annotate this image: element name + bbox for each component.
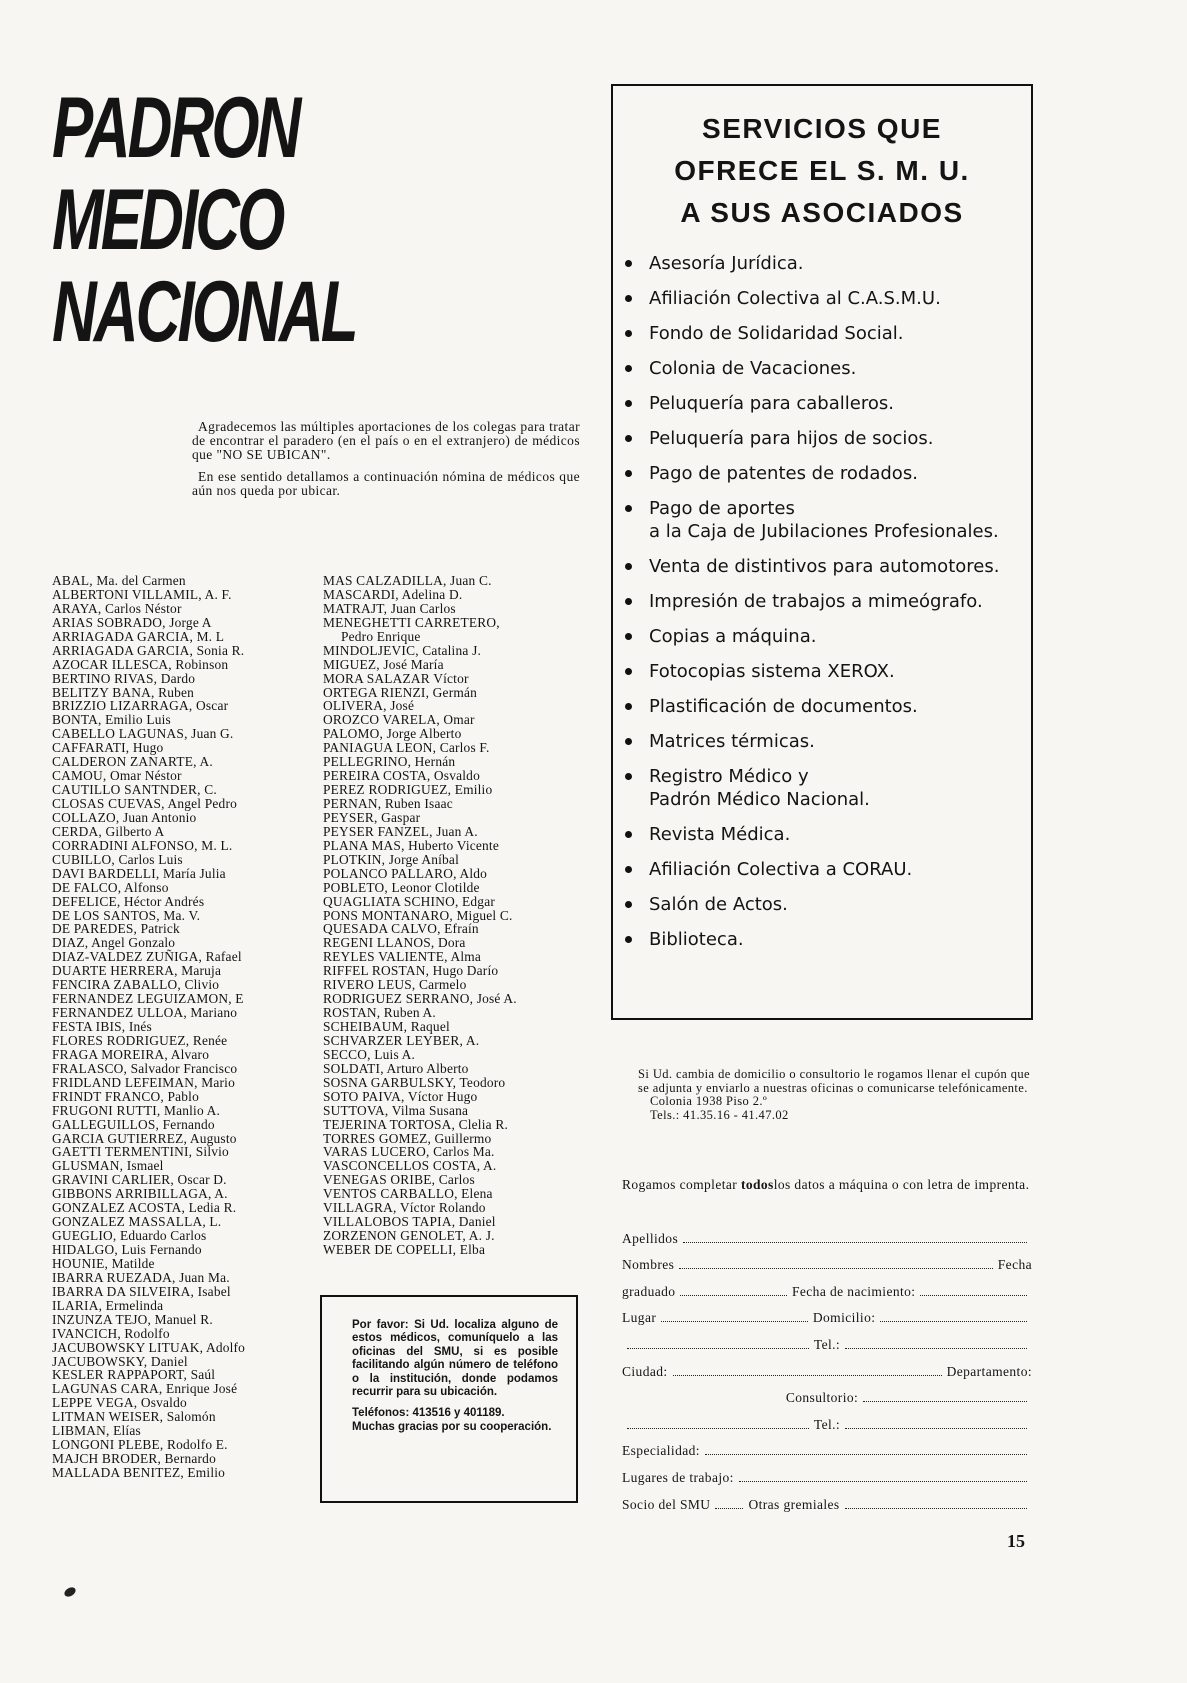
doctor-name-entry: SOLDATI, Arturo Alberto <box>323 1060 469 1076</box>
doctor-name-entry: FRAGA MOREIRA, Alvaro <box>52 1046 210 1062</box>
doctor-name-entry: DUARTE HERRERA, Maruja <box>52 963 222 979</box>
doctor-name-entry: LIBMAN, Elías <box>52 1423 141 1439</box>
intro-paragraph-1: Agradecemos las múltiples aportaciones de los colegas para tratar de encontrar el paradero (en el país o en el extranjero) de médicos que "NO SE UBICAN". <box>192 419 580 462</box>
bullet-icon <box>625 505 632 512</box>
service-item-label: Peluquería para caballeros. <box>649 393 894 414</box>
fecha-nacimiento-field[interactable] <box>920 1295 1027 1296</box>
doctor-name-entry: GUEGLIO, Eduardo Carlos <box>52 1228 207 1244</box>
doctor-name-entry: PALOMO, Jorge Alberto <box>323 726 462 742</box>
bullet-icon <box>625 563 632 570</box>
doctor-name-entry: RODRIGUEZ SERRANO, José A. <box>323 991 517 1007</box>
doctor-name-entry: REYLES VALIENTE, Alma <box>323 949 482 965</box>
ink-mark <box>63 1586 77 1599</box>
service-item-label: Plastificación de documentos. <box>649 696 918 717</box>
label-otras-gremiales: Otras gremiales <box>748 1496 840 1512</box>
doctor-name-entry: ILARIA, Ermelinda <box>52 1297 164 1313</box>
doctor-name-entry: GONZALEZ MASSALLA, L. <box>52 1214 222 1230</box>
doctor-name-entry: ARIAS SOBRADO, Jorge A <box>52 614 212 630</box>
doctor-name-entry: POBLETO, Leonor Clotilde <box>323 879 480 895</box>
names-column-1 <box>52 574 310 1480</box>
doctor-name-entry: ARRIAGADA GARCIA, Sonia R. <box>52 642 245 658</box>
title-line-2: MEDICO <box>52 172 283 268</box>
service-item <box>621 357 1031 380</box>
form-row-especialidad <box>622 1433 1032 1460</box>
doctor-name-entry: MASCARDI, Adelina D. <box>323 586 463 602</box>
bullet-icon <box>625 901 632 908</box>
label-especialidad: Especialidad: <box>622 1443 700 1459</box>
fecha-graduado-field[interactable] <box>680 1295 787 1296</box>
doctor-name-entry: VASCONCELLOS COSTA, A. <box>323 1158 497 1174</box>
doctor-name-entry: VILLAGRA, Víctor Rolando <box>323 1200 486 1216</box>
doctor-name-entry: SOSNA GARBULSKY, Teodoro <box>323 1074 506 1090</box>
doctor-name-entry: MIGUEZ, José María <box>323 656 444 672</box>
doctor-name-entry: IVANCICH, Rodolfo <box>52 1325 170 1341</box>
form-row-socio <box>622 1486 1032 1513</box>
bullet-icon <box>625 295 632 302</box>
doctor-name-entry: MORA SALAZAR Víctor <box>323 670 469 686</box>
service-item-label: Matrices térmicas. <box>649 731 815 752</box>
bullet-icon <box>625 831 632 838</box>
bullet-icon <box>625 400 632 407</box>
domicilio-field-2[interactable] <box>627 1348 809 1349</box>
title-line-3: NACIONAL <box>52 264 356 360</box>
doctor-name-entry: DIAZ, Angel Gonzalo <box>52 935 176 951</box>
doctor-name-entry: BRIZZIO LIZARRAGA, Oscar <box>52 698 229 714</box>
doctor-name-entry: MENEGHETTI CARRETERO, <box>323 614 500 630</box>
bullet-icon <box>625 633 632 640</box>
office-address: Colonia 1938 Piso 2.º <box>650 1094 768 1108</box>
doctor-name-entry: FRUGONI RUTTI, Manlio A. <box>52 1102 221 1118</box>
doctor-name-entry: FLORES RODRIGUEZ, Renée <box>52 1032 228 1048</box>
doctor-name-entry: WEBER DE COPELLI, Elba <box>323 1242 486 1257</box>
bullet-icon <box>625 936 632 943</box>
doctor-name-entry: TORRES GOMEZ, Guillermo <box>323 1130 492 1146</box>
bullet-icon <box>625 470 632 477</box>
doctor-name-entry: CUBILLO, Carlos Luis <box>52 851 183 867</box>
bullet-icon <box>625 260 632 267</box>
doctor-name-entry: CORRADINI ALFONSO, M. L. <box>52 837 233 853</box>
doctor-name-entry: LAGUNAS CARA, Enrique José <box>52 1381 238 1397</box>
tel-field-1[interactable] <box>845 1348 1027 1349</box>
form-row-lugar <box>622 1300 1032 1327</box>
doctor-name-entry: AZOCAR ILLESCA, Robinson <box>52 656 229 672</box>
service-item-label: Colonia de Vacaciones. <box>649 358 857 379</box>
service-item-label: Afiliación Colectiva al C.A.S.M.U. <box>649 288 941 309</box>
change-text: Si Ud. cambia de domicilio o consultorio le rogamos llenar el cupón que se adjunta y enviarlo a nuestras oficinas o comunicarse telefónicamente. <box>638 1067 1030 1095</box>
label-ciudad: Ciudad: <box>622 1363 668 1379</box>
doctor-name-entry: FRINDT FRANCO, Pablo <box>52 1088 199 1104</box>
service-item-label: Pago de aportes a la Caja de Jubilaciones Profesionales. <box>649 498 999 542</box>
doctor-name-entry: PEYSER, Gaspar <box>323 809 421 825</box>
doctor-name-entry: JACUBOWSKY LITUAK, Adolfo <box>52 1339 246 1355</box>
doctor-name-entry: ROSTAN, Ruben A. <box>323 1005 436 1021</box>
doctor-name-entry: INZUNZA TEJO, Manuel R. <box>52 1311 213 1327</box>
service-item-label: Impresión de trabajos a mimeógrafo. <box>649 591 983 612</box>
doctor-name-entry: PEYSER FANZEL, Juan A. <box>323 823 478 839</box>
title-line-1: PADRON <box>52 80 299 176</box>
doctor-name-entry: QUESADA CALVO, Efraín <box>323 921 479 937</box>
doctor-name-entry: GIBBONS ARRIBILLAGA, A. <box>52 1186 228 1202</box>
doctor-name-entry: FERNANDEZ ULLOA, Mariano <box>52 1005 238 1021</box>
doctor-name-entry: GRAVINI CARLIER, Oscar D. <box>52 1172 227 1188</box>
update-coupon-form <box>622 1220 1032 1513</box>
instructions-post: los datos a máquina o con letra de imprenta. <box>773 1177 1030 1192</box>
doctor-name-entry: SUTTOVA, Vilma Susana <box>323 1102 469 1118</box>
doctor-name-entry: QUAGLIATA SCHINO, Edgar <box>323 893 496 909</box>
service-item-label: Asesoría Jurídica. <box>649 253 804 274</box>
apellidos-field[interactable] <box>683 1242 1027 1243</box>
doctor-name-entry: HOUNIE, Matilde <box>52 1255 155 1271</box>
doctor-name-entry: VARAS LUCERO, Carlos Ma. <box>323 1144 495 1160</box>
doctor-name-entry: GAETTI TERMENTINI, Silvio <box>52 1144 229 1160</box>
label-nombres: Nombres <box>622 1257 675 1273</box>
doctor-name-entry: ARAYA, Carlos Néstor <box>52 600 182 616</box>
doctor-name-entry: ZORZENON GENOLET, A. J. <box>323 1228 495 1244</box>
change-address-notice <box>638 1068 1030 1122</box>
doctor-name-entry: BONTA, Emilio Luis <box>52 712 171 728</box>
domicilio-field[interactable] <box>880 1321 1027 1322</box>
service-item-label: Revista Médica. <box>649 824 791 845</box>
doctor-name-entry: PEREZ RODRIGUEZ, Emilio <box>323 782 493 798</box>
doctor-name-entry: OLIVERA, José <box>323 698 415 714</box>
services-heading-line-2: OFRECE EL S. M. U. <box>674 155 970 186</box>
lugar-field[interactable] <box>661 1321 808 1322</box>
service-item <box>621 928 1031 951</box>
label-consultorio: Consultorio: <box>785 1390 859 1406</box>
notice-text: Por favor: Si Ud. localiza alguno de estos médicos, comuníquelo a las oficinas del SMU, si es posible facilitando algún número de teléfono o la institución, donde podamos recurrir para su ubicación. <box>352 1319 558 1399</box>
doctor-name-entry: MAS CALZADILLA, Juan C. <box>323 573 492 588</box>
form-row-ciudad <box>622 1353 1032 1380</box>
service-item <box>621 695 1031 718</box>
service-item-label: Venta de distintivos para automotores. <box>649 556 1000 577</box>
doctor-name-entry: IBARRA DA SILVEIRA, Isabel <box>52 1283 231 1299</box>
bullet-icon <box>625 598 632 605</box>
service-item <box>621 660 1031 683</box>
service-item-label: Afiliación Colectiva a CORAU. <box>649 859 913 880</box>
doctor-name-entry: PERNAN, Ruben Isaac <box>323 796 453 811</box>
doctor-name-entry: KESLER RAPPAPORT, Saúl <box>52 1367 216 1383</box>
doctor-name-entry: CAUTILLO SANTNDER, C. <box>52 782 217 798</box>
service-item <box>621 287 1031 310</box>
service-item-label: Fotocopias sistema XEROX. <box>649 661 895 682</box>
service-item-label: Salón de Actos. <box>649 894 788 915</box>
doctor-name-entry: VILLALOBOS TAPIA, Daniel <box>323 1214 496 1230</box>
service-item <box>621 730 1031 753</box>
label-domicilio: Domicilio: <box>812 1310 876 1326</box>
doctor-name-entry: HIDALGO, Luis Fernando <box>52 1242 202 1257</box>
form-row-tel-2 <box>622 1406 1032 1433</box>
service-item <box>621 252 1031 275</box>
consultorio-field[interactable] <box>863 1401 1027 1402</box>
doctor-name-entry: DAVI BARDELLI, María Julia <box>52 865 226 881</box>
doctor-name-entry: PLOTKIN, Jorge Aníbal <box>323 851 459 867</box>
bullet-icon <box>625 365 632 372</box>
doctor-name-entry: OROZCO VARELA, Omar <box>323 712 475 728</box>
label-apellidos: Apellidos <box>622 1230 679 1246</box>
form-row-tel-1 <box>622 1326 1032 1353</box>
doctor-name-entry: TEJERINA TORTOSA, Clelia R. <box>323 1116 509 1132</box>
doctor-name-entry: REGENI LLANOS, Dora <box>323 935 466 951</box>
doctor-name-entry: CAMOU, Omar Néstor <box>52 768 182 784</box>
doctor-name-entry: VENEGAS ORIBE, Carlos <box>323 1172 475 1188</box>
form-row-graduado <box>622 1273 1032 1300</box>
service-item <box>621 625 1031 648</box>
services-heading-line-3: A SUS ASOCIADOS <box>680 197 964 228</box>
doctor-name-entry: GARCIA GUTIERREZ, Augusto <box>52 1130 237 1146</box>
service-item <box>621 497 1031 543</box>
services-heading-line-1: SERVICIOS QUE <box>702 113 942 144</box>
service-item <box>621 590 1031 613</box>
label-departamento: Departamento: <box>946 1363 1032 1379</box>
bullet-icon <box>625 866 632 873</box>
bullet-icon <box>625 668 632 675</box>
service-item <box>621 555 1031 578</box>
doctor-name-entry: DE LOS SANTOS, Ma. V. <box>52 907 201 923</box>
service-item <box>621 392 1031 415</box>
bullet-icon <box>625 738 632 745</box>
service-item <box>621 858 1031 881</box>
form-instructions <box>622 1178 1032 1192</box>
doctor-name-entry: DE FALCO, Alfonso <box>52 879 169 895</box>
doctor-name-entry: DEFELICE, Héctor Andrés <box>52 893 205 909</box>
doctor-name-entry: VENTOS CARBALLO, Elena <box>323 1186 493 1202</box>
doctor-name-entry: CALDERON ZANARTE, A. <box>52 754 213 770</box>
otras-gremiales-field[interactable] <box>845 1508 1027 1509</box>
names-column-2 <box>323 574 583 1257</box>
doctor-name-entry: PLANA MAS, Huberto Vicente <box>323 837 499 853</box>
lugares-trabajo-field[interactable] <box>739 1481 1027 1482</box>
doctor-name-entry: MALLADA BENITEZ, Emilio <box>52 1465 226 1480</box>
doctor-name-entry: Pedro Enrique <box>341 628 421 644</box>
doctor-name-entry: BELITZY BANA, Ruben <box>52 684 195 700</box>
doctor-name-entry: DIAZ-VALDEZ ZUÑIGA, Rafael <box>52 949 242 965</box>
doctor-name-entry: JACUBOWSKY, Daniel <box>52 1353 188 1369</box>
doctor-name-entry: POLANCO PALLARO, Aldo <box>323 865 488 881</box>
doctor-name-entry: MAJCH BRODER, Bernardo <box>52 1451 216 1467</box>
doctor-name-entry: LONGONI PLEBE, Rodolfo E. <box>52 1437 228 1453</box>
service-item <box>621 893 1031 916</box>
bullet-icon <box>625 330 632 337</box>
service-item-label: Fondo de Solidaridad Social. <box>649 323 904 344</box>
nombres-field[interactable] <box>679 1268 992 1269</box>
bullet-icon <box>625 435 632 442</box>
services-list <box>613 252 1031 951</box>
especialidad-field[interactable] <box>705 1454 1027 1455</box>
doctor-name-entry: BERTINO RIVAS, Dardo <box>52 670 196 686</box>
doctor-name-entry: CERDA, Gilberto A <box>52 823 165 839</box>
form-row-apellidos <box>622 1220 1032 1247</box>
doctor-name-entry: CAFFARATI, Hugo <box>52 740 164 756</box>
label-tel-2: Tel.: <box>813 1416 841 1432</box>
services-box <box>611 84 1033 1020</box>
instructions-bold: todos <box>740 1177 774 1192</box>
doctor-name-entry: RIVERO LEUS, Carmelo <box>323 977 467 993</box>
page-title <box>52 82 356 358</box>
doctor-name-entry: ALBERTONI VILLAMIL, A. F. <box>52 586 232 602</box>
doctor-name-entry: GALLEGUILLOS, Fernando <box>52 1116 215 1132</box>
service-item <box>621 462 1031 485</box>
notice-thanks: Muchas gracias por su cooperación. <box>352 1420 552 1433</box>
notice-phones: Teléfonos: 413516 y 401189. <box>352 1407 505 1420</box>
label-fecha-nacimiento: Fecha de nacimiento: <box>791 1283 916 1299</box>
service-item-label: Registro Médico y Padrón Médico Nacional. <box>649 766 870 810</box>
doctor-name-entry: SOTO PAIVA, Víctor Hugo <box>323 1088 478 1104</box>
doctor-name-entry: CLOSAS CUEVAS, Angel Pedro <box>52 796 238 811</box>
label-lugar: Lugar <box>622 1310 657 1326</box>
service-item-label: Biblioteca. <box>649 929 744 950</box>
doctor-name-entry: ORTEGA RIENZI, Germán <box>323 684 478 700</box>
office-phones: Tels.: 41.35.16 - 41.47.02 <box>650 1107 789 1122</box>
instructions-pre: Rogamos completar <box>622 1177 741 1192</box>
doctor-name-entry: ABAL, Ma. del Carmen <box>52 573 186 588</box>
service-item-label: Copias a máquina. <box>649 626 817 647</box>
label-fecha: Fecha <box>997 1257 1032 1273</box>
doctor-name-entry: IBARRA RUEZADA, Juan Ma. <box>52 1269 230 1285</box>
service-item-label: Peluquería para hijos de socios. <box>649 428 934 449</box>
consultorio-field-2[interactable] <box>627 1428 809 1429</box>
doctor-name-entry: SCHVARZER LEYBER, A. <box>323 1032 480 1048</box>
page-number: 15 <box>1007 1531 1025 1551</box>
doctor-name-entry: SCHEIBAUM, Raquel <box>323 1019 450 1034</box>
label-graduado: graduado <box>622 1283 676 1299</box>
doctor-name-entry: FENCIRA ZABALLO, Clivio <box>52 977 220 993</box>
intro-text <box>192 420 580 506</box>
service-item-label: Pago de patentes de rodados. <box>649 463 918 484</box>
form-row-lugares-trabajo <box>622 1459 1032 1486</box>
intro-paragraph-2: En ese sentido detallamos a continuación nómina de médicos que aún nos queda por ubicar. <box>192 469 580 498</box>
bullet-icon <box>625 703 632 710</box>
socio-field[interactable] <box>715 1508 743 1509</box>
label-tel-1: Tel.: <box>813 1336 841 1352</box>
doctor-name-entry: RIFFEL ROSTAN, Hugo Darío <box>323 963 499 979</box>
doctor-name-entry: GLUSMAN, Ismael <box>52 1158 164 1174</box>
doctor-name-entry: SECCO, Luis A. <box>323 1046 416 1062</box>
tel-field-2[interactable] <box>845 1428 1027 1429</box>
label-socio: Socio del SMU <box>622 1496 711 1512</box>
doctor-name-entry: FRALASCO, Salvador Francisco <box>52 1060 238 1076</box>
doctor-name-entry: LEPPE VEGA, Osvaldo <box>52 1395 187 1411</box>
doctor-name-entry: MATRAJT, Juan Carlos <box>323 600 456 616</box>
service-item <box>621 427 1031 450</box>
doctor-name-entry: FERNANDEZ LEGUIZAMON, E <box>52 991 244 1007</box>
doctor-name-entry: PELLEGRINO, Hernán <box>323 754 456 770</box>
form-row-consultorio <box>622 1380 1032 1407</box>
doctor-name-entry: ARRIAGADA GARCIA, M. L <box>52 628 225 644</box>
service-item <box>621 322 1031 345</box>
contact-notice-box <box>320 1295 578 1503</box>
service-item <box>621 823 1031 846</box>
doctor-name-entry: PANIAGUA LEON, Carlos F. <box>323 740 490 756</box>
doctor-name-entry: FESTA IBIS, Inés <box>52 1019 152 1034</box>
doctor-name-entry: LITMAN WEISER, Salomón <box>52 1409 216 1425</box>
doctor-name-entry: DE PAREDES, Patrick <box>52 921 180 937</box>
bullet-icon <box>625 773 632 780</box>
services-heading <box>613 108 1031 234</box>
service-item <box>621 765 1031 811</box>
doctor-name-entry: COLLAZO, Juan Antonio <box>52 809 197 825</box>
form-row-nombres <box>622 1247 1032 1274</box>
doctor-name-entry: MINDOLJEVIC, Catalina J. <box>323 642 482 658</box>
label-lugares-trabajo: Lugares de trabajo: <box>622 1469 734 1485</box>
doctor-name-entry: CABELLO LAGUNAS, Juan G. <box>52 726 234 742</box>
ciudad-field[interactable] <box>673 1375 942 1376</box>
doctor-name-entry: PONS MONTANARO, Miguel C. <box>323 907 513 923</box>
doctor-name-entry: FRIDLAND LEFEIMAN, Mario <box>52 1074 235 1090</box>
doctor-name-entry: PEREIRA COSTA, Osvaldo <box>323 768 480 784</box>
doctor-name-entry: GONZALEZ ACOSTA, Ledia R. <box>52 1200 237 1216</box>
